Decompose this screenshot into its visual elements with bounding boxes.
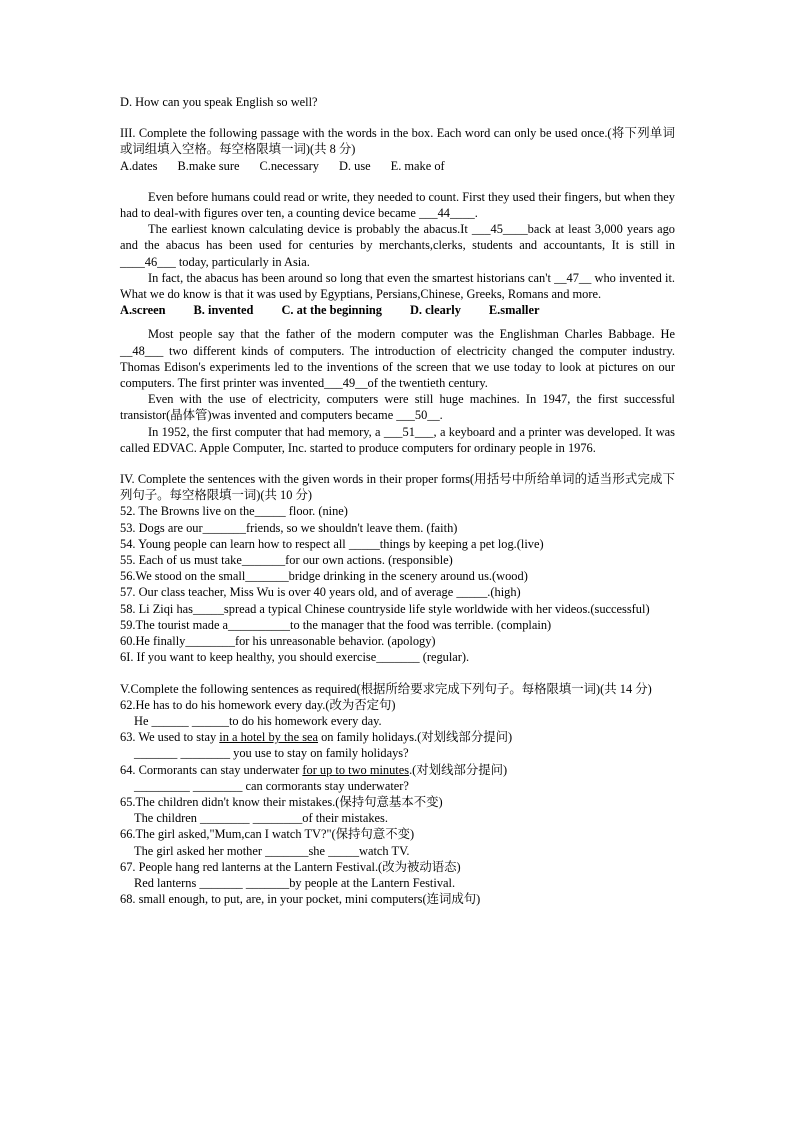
- question-item: 53. Dogs are our_______friends, so we shouldn't leave them. (faith): [120, 520, 458, 535]
- question-item: 56.We stood on the small_______bridge drinking in the scenery around us.(wood): [120, 569, 528, 584]
- passage-paragraph: The earliest known calculating device is probably the abacus.It ___45____back at least 3,000 years ago and the abacus has been used for centuries by merchants,clerks, students and accountants, It is still in ____46___ today, particularly in Asia.: [120, 222, 675, 269]
- word-option: A.dates: [120, 158, 158, 173]
- word-box-1: [120, 158, 675, 174]
- section4-heading: IV. Complete the sentences with the given words in their proper forms(用括号中所给单词的适当形式完成下列句子。每空格限填一词)(共 10 分): [120, 472, 675, 503]
- question-67: 67. People hang red lanterns at the Lantern Festival.(改为被动语态): [120, 859, 461, 874]
- answer-line-62: He ______ ______to do his homework every day.: [134, 713, 382, 728]
- answer-line-65: The children ________ ________of their mistakes.: [134, 811, 388, 826]
- word-option: A.screen: [120, 303, 166, 318]
- word-option: E. make of: [390, 158, 445, 173]
- option-d: D. How can you speak English so well?: [120, 95, 318, 109]
- question-item: 52. The Browns live on the_____ floor. (nine): [120, 504, 348, 519]
- question-item: 57. Our class teacher, Miss Wu is over 40 years old, and of average _____.(high): [120, 585, 521, 600]
- answer-line-67: Red lanterns _______ _______by people at the Lantern Festival.: [134, 875, 456, 890]
- question-64: 64. Cormorants can stay underwater for up to two minutes.(对划线部分提问): [120, 762, 508, 777]
- passage-paragraph: In fact, the abacus has been around so long that even the smartest historians can't __47__ who invented it. What we do know is that it was used by Egyptians, Persians,Chinese, Greeks, Romans and more.: [120, 270, 675, 302]
- word-option: C. at the beginning: [281, 303, 382, 318]
- passage-paragraph: Even with the use of electricity, computers were still huge machines. In 1947, the first successful transistor(晶体管)was invented and computers became ___50__.: [120, 392, 675, 423]
- section3-heading: III. Complete the following passage with the words in the box. Each word can only be used once.(将下列单词或词组填入空格。每空格限填一词)(共 8 分): [120, 126, 675, 157]
- question-item: 55. Each of us must take_______for our own actions. (responsible): [120, 553, 453, 568]
- word-option: D. use: [338, 158, 371, 173]
- question-68: 68. small enough, to put, are, in your pocket, mini computers(连词成句): [120, 892, 481, 907]
- question-66: 66.The girl asked,"Mum,can I watch TV?"(保持句意不变): [120, 827, 415, 842]
- answer-line-64: _________ ________ can cormorants stay underwater?: [134, 778, 409, 793]
- word-option: C.necessary: [259, 158, 319, 173]
- section5-heading: V.Complete the following sentences as required(根据所给要求完成下列句子。每格限填一词)(共 14 分): [120, 681, 652, 696]
- passage-paragraph: In 1952, the first computer that had memory, a ___51___, a keyboard and a printer was developed. It was called EDVAC. Apple Computer, Inc. started to produce computers for ordinary people in 1976.: [120, 424, 675, 455]
- question-62: 62.He has to do his homework every day.(改为否定句): [120, 697, 396, 712]
- question-65: 65.The children didn't know their mistakes.(保持句意基本不变): [120, 794, 443, 809]
- question-item: 6I. If you want to keep healthy, you should exercise_______ (regular).: [120, 650, 470, 665]
- underlined-phrase: for up to two minutes: [302, 762, 410, 777]
- question-item: 59.The tourist made a__________to the manager that the food was terrible. (complain): [120, 617, 552, 632]
- word-option: E.smaller: [488, 303, 540, 318]
- question-item: 60.He finally________for his unreasonable behavior. (apology): [120, 634, 436, 649]
- question-63: 63. We used to stay in a hotel by the sea on family holidays.(对划线部分提问): [120, 730, 513, 745]
- question-item: 54. Young people can learn how to respect all _____things by keeping a pet log.(live): [120, 536, 544, 551]
- word-box-2: [120, 302, 675, 318]
- passage-paragraph: Most people say that the father of the modern computer was the Englishman Charles Babbage. He __48___ two different kinds of computers. The introduction of electricity changed the computer industry. Thomas Edison's experiments led to the inventions of the screen that we use today to look at pictures on our computers. The first printer was invented___49__of the twentieth century.: [120, 327, 675, 391]
- worksheet-page: [120, 94, 675, 907]
- answer-line-63: _______ ________ you use to stay on family holidays?: [134, 746, 409, 761]
- word-option: B.make sure: [177, 158, 240, 173]
- underlined-phrase: in a hotel by the sea: [219, 730, 319, 745]
- word-option: B. invented: [193, 303, 254, 318]
- word-option: D. clearly: [409, 303, 461, 318]
- passage-paragraph: Even before humans could read or write, they needed to count. First they used their fingers, but when they had to deal-with figures over ten, a counting device became ___44____.: [120, 189, 675, 221]
- question-item: 58. Li Ziqi has_____spread a typical Chinese countryside life style worldwide with her videos.(successful): [120, 601, 650, 616]
- answer-line-66: The girl asked her mother _______she _____watch TV.: [134, 843, 410, 858]
